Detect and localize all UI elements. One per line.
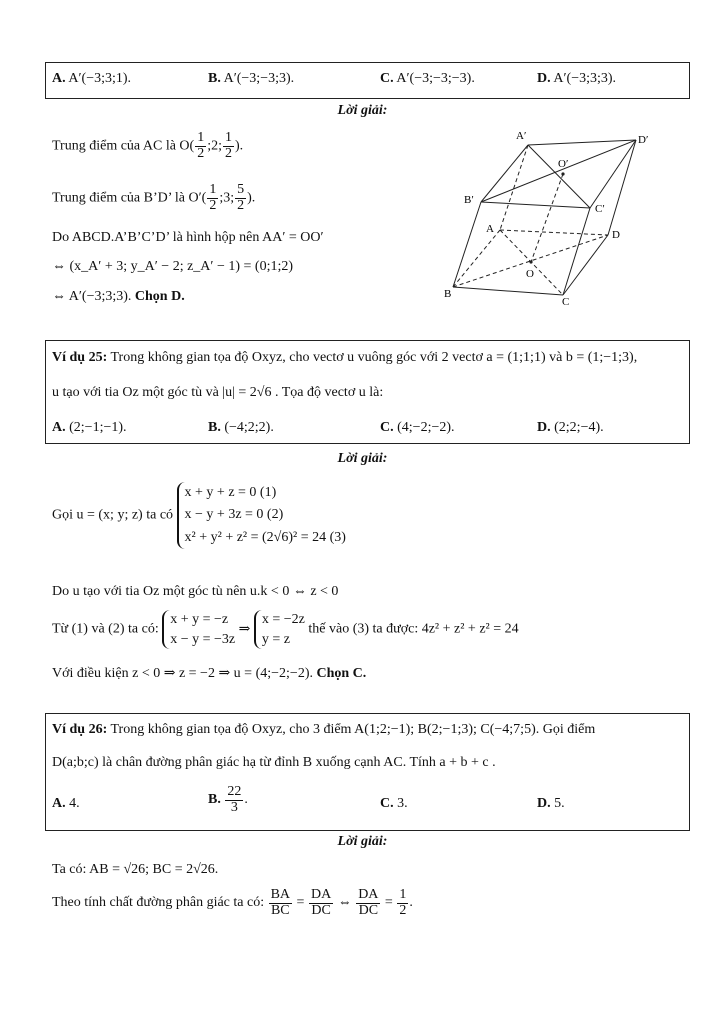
q26-stem-line1: Ví dụ 26: Trong không gian tọa độ Oxyz, cho 3 điểm A(1;2;−1); B(2;−1;3); C(−4;7;5). Gọi điểm — [52, 722, 596, 737]
label-C: C — [562, 296, 570, 305]
label-C-prime: C′ — [595, 203, 605, 215]
q26-option-b[interactable]: B. $\frac{22}{3}$ . — [208, 784, 248, 815]
label-D: D — [612, 229, 620, 241]
parallelepiped-figure — [440, 125, 680, 305]
q26-option-c[interactable]: C. 3. — [380, 796, 408, 811]
q24-line-vector-equation: Do ABCD.A’B’C’D’ là hình hộp nên AA′ = OO′ — [52, 230, 324, 245]
label-B-prime: B′ — [464, 194, 474, 206]
q24-line-answer: ⇔ A′(−3;3;3). Chọn D. — [52, 289, 185, 304]
point-O-prime — [561, 172, 564, 175]
q25-option-b[interactable]: B. (−4;2;2). — [208, 420, 274, 435]
point-O — [529, 260, 532, 263]
q26-option-d[interactable]: D. 5. — [537, 796, 565, 811]
q24-line-midpoint-bd: Trung điểm của B’D’ là O′( $\frac{1}{2}$ ;3; $\frac{5}{2}$ ). — [52, 182, 256, 213]
label-A: A — [486, 223, 494, 235]
q25-option-c[interactable]: C. (4;−2;−2). — [380, 420, 455, 435]
q26-option-a[interactable]: A. 4. — [52, 796, 80, 811]
q25-stem-line2: u tạo với tia Oz một góc tù và |u| = 2√6 . Tọa độ vectơ u là: — [52, 385, 384, 400]
q25-system-line: Gọi u = (x; y; z) ta có x + y + z = 0 (1) x − y + 3z = 0 (2) x² + y² + z² = (2√6)² = 24 (3) — [52, 482, 346, 549]
q24-option-c[interactable]: C. A′(−3;−3;−3). — [380, 71, 475, 86]
q24-option-a[interactable]: A. A′(−3;3;1). — [52, 71, 132, 86]
q24-solution-heading: Lời giải: — [337, 103, 388, 118]
q26-stem-line2: D(a;b;c) là chân đường phân giác hạ từ đỉnh B xuống cạnh AC. Tính a + b + c . — [52, 755, 496, 770]
q24-line-midpoint-ac: Trung điểm của AC là O( $\frac{1}{2}$ ;2; $\frac{1}{2}$ ). — [52, 130, 244, 161]
label-O: O — [526, 268, 534, 280]
q25-option-a[interactable]: A. (2;−1;−1). — [52, 420, 127, 435]
q26-solution-heading: Lời giải: — [337, 834, 388, 849]
q25-line-obtuse: Do u tạo với tia Oz một góc tù nên u.k < 0 ⇔ z < 0 — [52, 584, 339, 599]
q25-system-1: x + y = −z x − y = −3z — [162, 610, 235, 649]
q24-option-d[interactable]: D. A′(−3;3;3). — [537, 71, 617, 86]
q25-equation-system: x + y + z = 0 (1) x − y + 3z = 0 (2) x² + y² + z² = (2√6)² = 24 (3) — [177, 482, 346, 549]
label-A-prime: A′ — [516, 130, 527, 142]
q25-solution-heading: Lời giải: — [337, 451, 388, 466]
label-O-prime: O′ — [558, 158, 569, 170]
q25-system-2: x = −2z y = z — [254, 610, 305, 649]
q25-line-from-1-2: Từ (1) và (2) ta có: x + y = −z x − y = −3z ⇒ x = −2z y = z thế vào (3) ta được: 4z² + z² + z² = 24 — [52, 610, 519, 649]
q25-option-d[interactable]: D. (2;2;−4). — [537, 420, 604, 435]
q25-line-answer: Với điều kiện z < 0 ⇒ z = −2 ⇒ u = (4;−2;−2). Chọn C. — [52, 666, 367, 681]
q26-line-lengths: Ta có: AB = √26; BC = 2√26. — [52, 862, 219, 877]
label-B: B — [444, 288, 452, 300]
q26-line-bisector: Theo tính chất đường phân giác ta có: $\frac{BA}{BC}$ = $\frac{DA}{DC}$ ⇔ $\frac{DA}{DC}$ = $\frac{1}{2}$ . — [52, 887, 413, 918]
q24-option-b[interactable]: B. A′(−3;−3;3). — [208, 71, 295, 86]
label-D-prime: D′ — [638, 134, 649, 146]
q24-line-coordinates: ⇔ (x_A′ + 3; y_A′ − 2; z_A′ − 1) = (0;1;2) — [52, 259, 294, 274]
q25-stem-line1: Ví dụ 25: Trong không gian tọa độ Oxyz, cho vectơ u vuông góc với 2 vectơ a = (1;1;1) và b = (1;−1;3), — [52, 350, 638, 365]
